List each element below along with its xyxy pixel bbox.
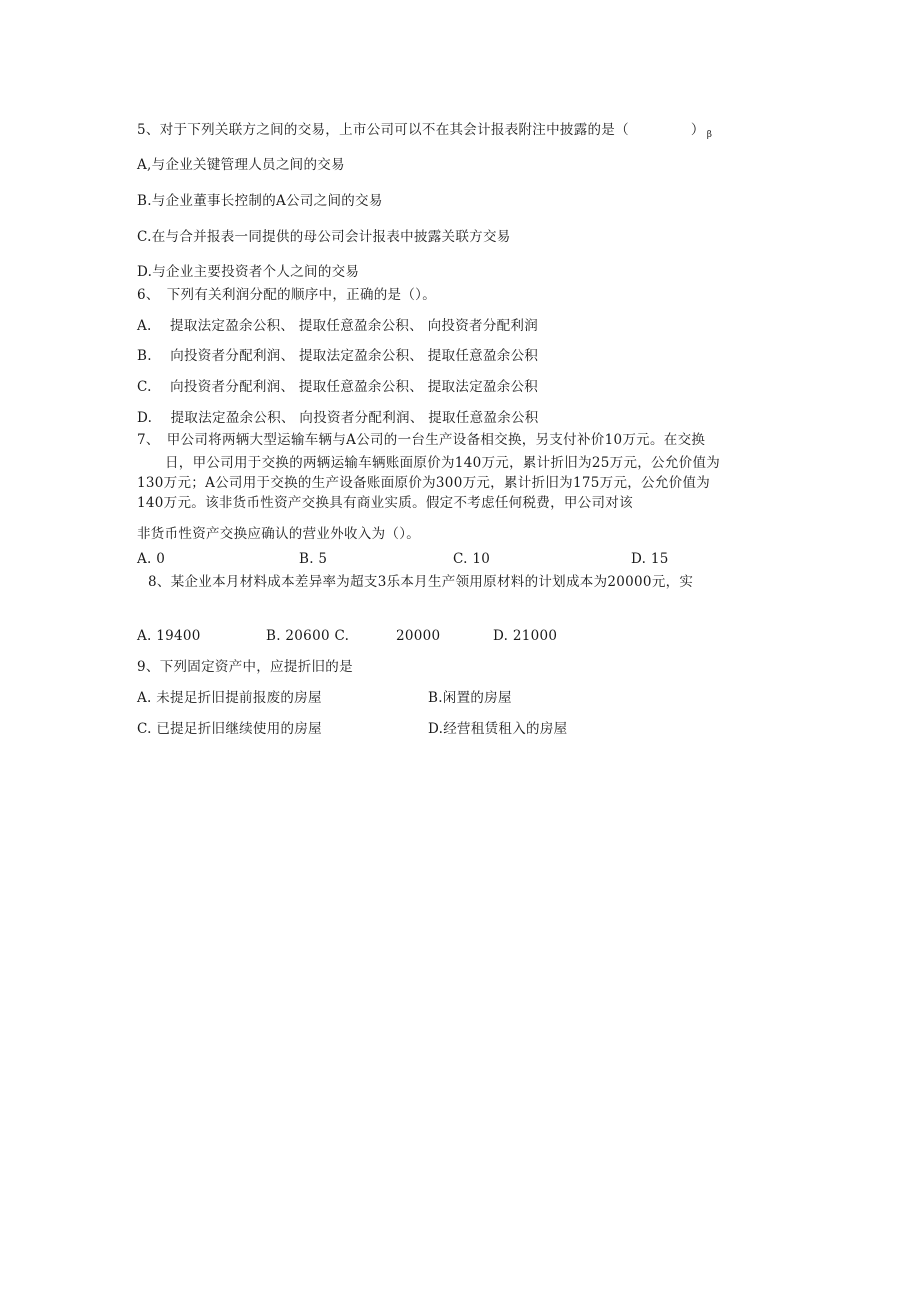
q5-stem — [137, 121, 712, 141]
q5-option-b: B.与企业董事长控制的A公司之间的交易 — [137, 193, 383, 209]
q7-option-c: C. 10 — [453, 551, 491, 567]
q7-option-d: D. 15 — [631, 551, 669, 567]
q7-line-4: 140万元。该非货币性资产交换具有商业实质。假定不考虑任何税费，甲公司对该 — [137, 495, 633, 511]
q8-stem: 8、某企业本月材料成本差异率为超支3乐本月生产领用原材料的计划成本为20000元，实 — [148, 574, 694, 590]
q8-option-a: A. 19400 — [137, 628, 201, 644]
q7-line-2: 日，甲公司用于交换的两辆运输车辆账面原价为140万元，累计折旧为25万元，公允价值为 — [165, 455, 721, 471]
q5-option-c: C.在与合并报表一同提供的母公司会计报表中披露关联方交易 — [137, 229, 511, 245]
q7-option-a: A. 0 — [137, 551, 166, 567]
q5-stem-text: 5、对于下列关联方之间的交易，上市公司可以不在其会计报表附注中披露的是（ — [137, 122, 629, 138]
q5-stem-close: ） — [690, 122, 705, 138]
q6-option-d: D. 提取法定盈余公积、 向投资者分配利润、 提取任意盈余公积 — [137, 410, 539, 426]
q6-option-a: A. 提取法定盈余公积、 提取任意盈余公积、 向投资者分配利润 — [137, 318, 539, 334]
q9-option-b: B.闲置的房屋 — [428, 690, 512, 706]
q7-line-5: 非货币性资产交换应确认的营业外收入为（）。 — [137, 526, 421, 542]
q9-stem: 9、下列固定资产中，应提折旧的是 — [137, 659, 353, 675]
q7-option-b: B. 5 — [299, 551, 328, 567]
q7-line-1: 7、 甲公司将两辆大型运输车辆与A公司的一台生产设备相交换，另支付补价10万元。在交换 — [137, 432, 706, 448]
q6-stem: 6、 下列有关利润分配的顺序中，正确的是（）。 — [137, 287, 436, 303]
q5-option-d: D.与企业主要投资者个人之间的交易 — [137, 264, 360, 280]
q7-line-3: 130万元；A公司用于交换的生产设备账面原价为300万元，累计折旧为175万元，公允价值为 — [137, 475, 711, 491]
q6-option-c: C. 向投资者分配利润、 提取任意盈余公积、 提取法定盈余公积 — [137, 379, 539, 395]
q5-stem-mark: β — [706, 130, 713, 140]
q6-option-b: B. 向投资者分配利润、 提取法定盈余公积、 提取任意盈余公积 — [137, 348, 539, 364]
q8-option-b-c-label: B. 20600 C. — [266, 628, 350, 644]
q9-option-c: C. 已提足折旧继续使用的房屋 — [137, 721, 322, 737]
q5-option-a: A,与企业关键管理人员之间的交易 — [137, 157, 345, 173]
q8-option-c-value: 20000 — [396, 628, 441, 644]
q9-option-a: A. 未提足折旧提前报废的房屋 — [137, 690, 322, 706]
q9-option-d: D.经营租赁租入的房屋 — [428, 721, 568, 737]
q8-option-d: D. 21000 — [493, 628, 558, 644]
